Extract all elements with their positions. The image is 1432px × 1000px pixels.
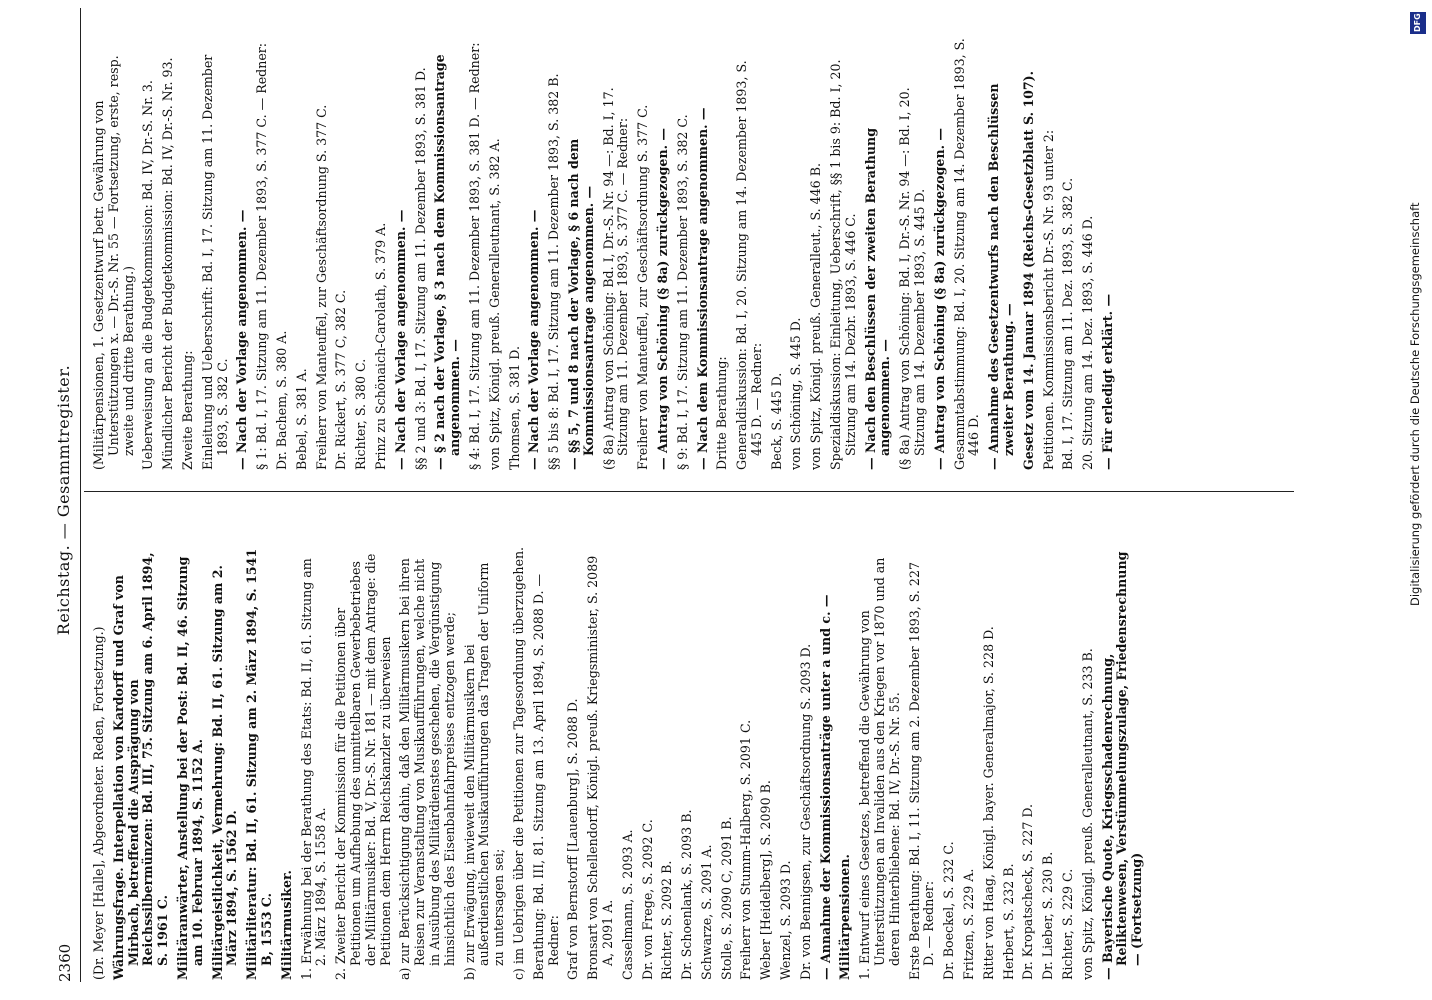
header-rule (80, 8, 81, 982)
left-column-entry: — Annahme der Kommissionsanträge unter a und c. — (817, 594, 833, 980)
left-column-entry: c) im Uebrigen über die Petitionen zur Tagesordnung überzugehen. (510, 546, 526, 980)
right-column-entry: — Nach den Beschlüssen der zweiten Berathung angenommen. — (862, 127, 893, 470)
right-column-entry: Freiherr von Manteuffel, zur Geschäftsordnung S. 377 C. (635, 104, 651, 470)
right-column-entry: Gesammtabstimmung: Bd. I, 20. Sitzung am 14. Dezember 1893, S. 446 D. (951, 38, 982, 470)
left-column-entry: Graf von Bernstorff [Lauenburg], S. 2088 D. (565, 698, 581, 980)
right-column-entry: — Nach der Vorlage angenommen. — (234, 209, 250, 470)
left-column-entry: Dr. Boeckel, S. 232 C. (941, 841, 957, 980)
right-column-entry: von Spitz, Königl. preuß. Generalleut., S. 446 B. (808, 163, 824, 470)
left-column-entry: Stolle, S. 2090 C, 2091 B. (718, 816, 734, 980)
right-column-entry: Zweite Berathung: (179, 350, 195, 470)
left-column-entry: Dr. Lieber, S. 230 B. (1040, 851, 1056, 980)
right-column-entry: Dr. Bachem, S. 380 A. (273, 330, 289, 470)
right-column-entry: Freiherr von Manteuffel, zur Geschäftsordnung S. 377 C. (313, 104, 329, 470)
right-column-entry: (§ 8a) Antrag von Schöning: Bd. I, Dr.-S. Nr. 94 —: Bd. I, 20. Sitzung am 14. Dezember 1893, S. 445 D. (897, 87, 928, 470)
left-column-entry: b) zur Erwägung, inwieweit den Militärmusikern bei außerdienstlichen Musikaufführungen das Tragen der Uniform zu untersagen sei; (461, 562, 507, 980)
left-column-entry: Berathung: Bd. III, 81. Sitzung am 13. April 1894, S. 2088 D. — Redner: (530, 573, 561, 980)
left-column-entry: Casselmann, S. 2093 A. (619, 829, 635, 980)
left-column-entry: 2. Zweiter Bericht der Kommission für die Petitionen über Petitionen um Aufhebung des unmittelbaren Gewerbebetriebes der Militärmusiker: Bd. V, Dr.-S. Nr. 181 — mit dem Antrage: die Petitionen dem Herrn Reichskanzler zu überweisen (333, 553, 393, 980)
right-column-entry: von Schöning, S. 445 D. (788, 317, 804, 470)
left-column-entry: Schwarze, S. 2091 A. (698, 844, 714, 980)
right-column-entry: §§ 2 und 3: Bd. I, 17. Sitzung am 11. Dezember 1893, S. 381 D. (412, 67, 428, 470)
right-column-entry: Beck, S. 445 D. (768, 372, 784, 470)
right-column-entry: — Nach dem Kommissionsantrage angenommen. — (694, 107, 710, 470)
right-column-entry: — §§ 5, 7 und 8 nach der Vorlage, § 6 nach dem Kommissionsantrage angenommen. — (565, 138, 596, 470)
digitization-note (1408, 6, 1430, 606)
right-column-entry: Dr. Rickert, S. 377 C, 382 C. (333, 289, 349, 470)
right-column-entry: Generaldiskussion: Bd. I, 20. Sitzung am 14. Dezember 1893, S. 445 D. — Redner: (734, 60, 764, 470)
left-column-entry: Militärliteratur: Bd. II, 61. Sitzung am 2. März 1894, S. 1541 B, 1553 C. (244, 548, 274, 980)
left-column-entry: Fritzen, S. 229 A. (961, 868, 977, 980)
right-column-entry: § 1: Bd. I, 17. Sitzung am 11. Dezember 1893, S. 377 C. — Redner: (254, 42, 270, 470)
left-column-entry: Bronsart von Schellendorff, Königl. preuß. Kriegsminister, S. 2089 A, 2091 A. (585, 555, 615, 980)
left-column-entry: Dr. Kropatscheck, S. 227 D. (1020, 803, 1036, 980)
dfg-funding-text: Digitalisierung gefördert durch die Deutsche Forschungsgemeinschaft (1408, 202, 1422, 606)
left-column-entry: Richter, S. 2092 B. (659, 860, 675, 980)
right-column-entry: — Antrag von Schöning (§ 8a) zurückgezogen. — (654, 128, 670, 470)
left-column-entry: Weber [Heidelberg], S. 2090 B. (758, 780, 774, 980)
right-column-entry: Richter, S. 380 C. (353, 358, 369, 470)
left-column (92, 545, 1150, 980)
right-column-entry: Prinz zu Schönaich-Carolath, S. 379 A. (372, 222, 388, 470)
right-column-entry: Thomsen, S. 381 D. (506, 346, 522, 470)
left-column-entry: — Bayerische Quote, Kriegsschadenrechnung, Reliktenwesen, Verstümmelungszulage, Friedensrechnung — (Fortsetzung) (1099, 551, 1145, 980)
right-column-entry: §§ 5 bis 8: Bd. I, 17. Sitzung am 11. Dezember 1893, S. 382 B. (546, 73, 562, 470)
left-column-entry: Ritter von Haag, Königl. bayer. Generalmajor, S. 228 D. (980, 626, 996, 980)
right-column-entry: — Für erledigt erklärt. — (1100, 293, 1116, 470)
right-column-entry: Bd. I, 17. Sitzung am 11. Dez. 1893, S. 382 C. (1060, 177, 1076, 470)
left-column-entry: Dr. von Bennigsen, zur Geschäftsordnung S. 2093 D. (797, 643, 813, 980)
right-column-entry: Ueberweisung an die Budgetkommission: Bd. IV, Dr.-S. Nr. 3. (140, 80, 156, 470)
left-column-entry: von Spitz, Königl. preuß. Generalleutnant, S. 233 B. (1079, 648, 1095, 980)
page-number: 2360 (56, 943, 74, 982)
right-column-entry: von Spitz, Königl. preuß. Generalleutnant, S. 382 A. (486, 138, 502, 470)
right-column-entry: Petitionen. Kommissionsbericht Dr.-S. Nr. 93 unter 2: (1040, 129, 1056, 470)
left-column-entry: Dr. von Frege, S. 2092 C. (639, 819, 655, 980)
left-column-entry: Militärpensionen. (837, 854, 853, 980)
right-column-entry: (§ 8a) Antrag von Schöning: Bd. I, Dr.-S. Nr. 94 —: Bd. I, 17. Sitzung am 11. Dezember 1893, S. 377 C. — Redner: (600, 87, 631, 470)
left-column-entry: 1. Entwurf eines Gesetzes, betreffend die Gewährung von Unterstützungen an Invaliden aus den Kriegen vor 1870 und an deren Hinterbliebene: Bd. IV, Dr.-S. Nr. 55. (857, 557, 902, 980)
right-column-entry: Spezialdiskussion: Einleitung, Ueberschrift, §§ 1 bis 9: Bd. I, 20. Sitzung am 14. Dezbr. 1893, S. 446 C. (828, 59, 858, 470)
right-column (92, 35, 1121, 470)
right-column-entry: Einleitung und Ueberschrift: Bd. I, 17. Sitzung am 11. Dezember 1893, S. 382 C. (199, 54, 230, 470)
right-column-entry: § 9: Bd. I, 17. Sitzung am 11. Dezember 1893, S. 382 C. (674, 114, 690, 470)
right-column-entry: (Militärpensionen, 1. Gesetzentwurf betr. Gewährung von Unterstützungen x. — Dr.-S. Nr. 55 — Fortsetzung, erste, resp. zweite und dritte Berathung.) (91, 55, 136, 470)
right-column-entry: Gesetz vom 14. Januar 1894 (Reichs-Gesetzblatt S. 107). (1020, 70, 1036, 470)
left-column-entry: Richter, S. 229 C. (1060, 868, 1076, 980)
left-column-entry: Erste Berathung: Bd. I, 11. Sitzung am 2. Dezember 1893, S. 227 D. — Redner: (906, 562, 937, 980)
running-title: Reichstag. — Gesammtregister. (54, 364, 73, 636)
right-column-entry: — Annahme des Gesetzentwurfs nach den Beschlüssen zweiter Berathung. — (986, 83, 1017, 470)
left-column-entry: Wenzel, S. 2093 D. (778, 860, 794, 980)
left-column-entry: Militärmusiker. (278, 870, 294, 980)
right-column-entry: — Nach der Vorlage angenommen. — (392, 209, 408, 470)
left-column-entry: 1. Erwähnung bei der Berathung des Etats: Bd. II, 61. Sitzung am 2. März 1894, S. 1558 A. (298, 558, 329, 980)
right-column-entry: § 4: Bd. I, 17. Sitzung am 11. Dezember 1893, S. 381 D. — Redner: (466, 42, 482, 470)
right-column-entry: 20. Sitzung am 14. Dez. 1893, S. 446 D. (1080, 215, 1096, 470)
left-column-entry: a) zur Berücksichtigung dahin, daß den Militärmusikern bei ihren Reisen zur Veranstaltung von Musikaufführungen, welche nicht in Ausübung des Militärdienstes geschehen, die Vergünstigung hinsichtlich des Eisenbahnfahrpreises entzogen werde; (397, 558, 457, 980)
right-column-entry: — Nach der Vorlage angenommen. — (526, 209, 542, 470)
right-column-entry: — § 2 nach der Vorlage, § 3 nach dem Kommissionsantrage angenommen. — (432, 54, 463, 470)
right-column-entry: — Antrag von Schöning (§ 8a) zurückgezogen. — (931, 128, 947, 470)
left-column-entry: Militäranwärter, Anstellung bei der Post: Bd. II, 46. Sitzung am 10. Februar 1894, S. 1152 A. (174, 556, 205, 980)
left-column-entry: Militärgeistlichkeit, Vermehrung: Bd. II, 61. Sitzung am 2. März 1894, S. 1562 D. (209, 565, 240, 980)
right-column-entry: Bebel, S. 381 A. (293, 368, 309, 470)
dfg-logo: DFG (1410, 12, 1426, 34)
left-column-entry: Freiherr von Stumm-Halberg, S. 2091 C. (738, 719, 754, 980)
left-column-entry: Herbert, S. 232 B. (1000, 863, 1016, 980)
left-column-entry: (Dr. Meyer [Halle], Abgeordneter. Reden, Fortsetzung.) (91, 626, 106, 980)
column-divider (84, 491, 1294, 492)
right-column-entry: Mündlicher Bericht der Budgetkommission: Bd. IV, Dr.-S. Nr. 93. (160, 57, 176, 470)
right-column-entry: Dritte Berathung: (714, 356, 730, 470)
left-column-entry: Dr. Schoenlank, S. 2093 B. (679, 809, 695, 980)
left-column-entry: Währungsfrage. Interpellation von Kardorff und Graf von Mirbach, betreffend die Ausprägung von Reichssilbermünzen: Bd. III, 75. Sitzung am 6. April 1894, S. 1961 C. (110, 552, 171, 980)
